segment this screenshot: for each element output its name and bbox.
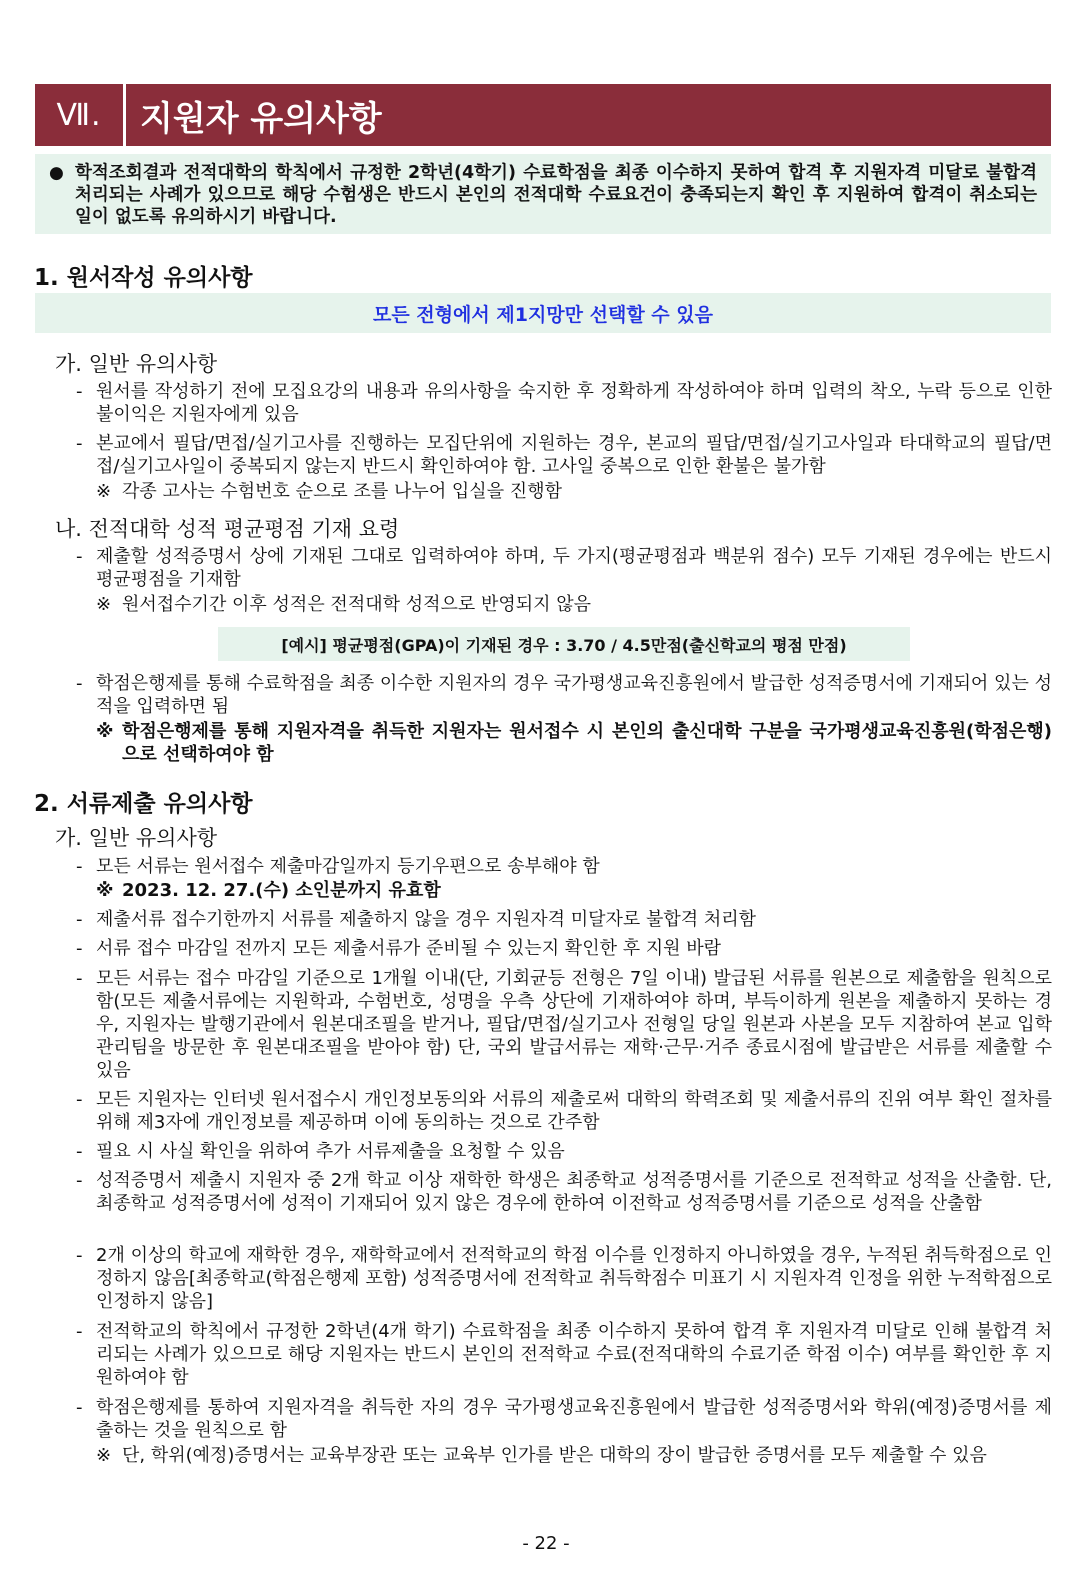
list-item: - 2개 이상의 학교에 재학한 경우, 재학학교에서 전적학교의 학점 이수를 인정하지 아니하였을 경우, 누적된 취득학점으로 인정하지 않음[최종학교(학점은행제 포함) 성적증명서에 전적학교 취득학점수 미표기 시 지원자격 인정을 위한 누적학점으로 인정하지 않음] [76,1245,1052,1312]
dash-marker: - [76,1141,83,1162]
list-item: - 전적학교의 학칙에서 규정한 2학년(4개 학기) 수료학점을 최종 이수하지 못하여 합격 후 지원자격 미달로 인해 불합격 처리되는 사례가 있으므로 해당 지원자는 반드시 본인의 전적학교 수료(전적대학의 수료기준 학점 이수) 여부를 확인한 후 지원하여야 함 [76,1321,1052,1388]
chapter-title: 지원자 유의사항 [140,98,382,139]
list-item: - 본교에서 필답/면접/실기고사를 진행하는 모집단위에 지원하는 경우, 본교의 필답/면접/실기고사일과 타대학교의 필답/면접/실기고사일이 중복되지 않는지 반드시 확인하여야 함. 고사일 중복으로 인한 환불은 불가함 [76,433,1052,477]
section-2-title: 2. 서류제출 유의사항 [34,791,253,817]
notice-text: 학적조회결과 전적대학의 학칙에서 규정한 2학년(4학기) 수료학점을 최종 이수하지 못하여 합격 후 지원자격 미달로 불합격 처리되는 사례가 있으므로 해당 수험생은 반드시 본인의 전적대학 수료요건이 충족되는지 확인 후 지원하여 합격이 취소되는 일이 없도록 유의하시기 바랍니다. [75,163,1037,227]
ref-mark: ※ [96,1445,112,1466]
dash-marker: - [76,938,83,959]
list-item: - 성적증명서 제출시 지원자 중 2개 학교 이상 재학한 학생은 최종학교 성적증명서를 기준으로 전적학교 성적을 산출함. 단, 최종학교 성적증명서에 성적이 기재되어 있지 않은 경우에 한하여 이전학교 성적증명서를 기준으로 성적을 산출함 [76,1170,1052,1214]
page-number: - 22 - [522,1533,570,1554]
dash-marker: - [76,1321,83,1342]
section-1b-title: 나. 전적대학 성적 평균평점 기재 요령 [55,517,400,541]
ref-mark: ※ [96,880,114,901]
list-item: - 제출서류 접수기한까지 서류를 제출하지 않을 경우 지원자격 미달자로 불합격 처리함 [76,909,757,930]
dash-marker: - [76,856,83,877]
list-item: - 학점은행제를 통해 수료학점을 최종 이수한 지원자의 경우 국가평생교육진흥원에서 발급한 성적증명서에 기재되어 있는 성적을 입력하면 됨 [76,673,1052,717]
list-item: - 서류 접수 마감일 전까지 모든 제출서류가 준비될 수 있는지 확인한 후 지원 바람 [76,938,722,959]
notice-box [35,154,1051,234]
list-item: - 제출할 성적증명서 상에 기재된 그대로 입력하여야 하며, 두 가지(평균평점과 백분위 점수) 모두 기재된 경우에는 반드시 평균평점을 기재함 [76,546,1052,590]
dash-marker: - [76,1397,83,1418]
dash-marker: - [76,909,83,930]
ref-mark: ※ [96,594,112,615]
gpa-example-box: [예시] 평균평점(GPA)이 기재된 경우 : 3.70 / 4.5만점(출신학교의 평점 만점) [218,627,910,661]
section-1-title: 1. 원서작성 유의사항 [34,265,253,291]
section-1a-title: 가. 일반 유의사항 [55,352,218,376]
chapter-number: Ⅶ. [56,97,102,133]
chapter-banner [35,84,1051,146]
list-item: - 필요 시 사실 확인을 위하여 추가 서류제출을 요청할 수 있음 [76,1141,565,1162]
dash-marker: - [76,1245,83,1266]
note-item: ※ 각종 고사는 수험번호 순으로 조를 나누어 입실을 진행함 [96,481,562,502]
ref-mark: ※ [96,721,114,742]
list-item: - 모든 서류는 원서접수 제출마감일까지 등기우편으로 송부해야 함 [76,856,600,877]
ref-mark: ※ [96,481,112,502]
list-item: - 원서를 작성하기 전에 모집요강의 내용과 유의사항을 숙지한 후 정확하게 작성하여야 하며 입력의 착오, 누락 등으로 인한 불이익은 지원자에게 있음 [76,381,1052,425]
dash-marker: - [76,968,83,989]
dash-marker: - [76,381,83,402]
section-2a-title: 가. 일반 유의사항 [55,826,218,850]
note-item: ※ 원서접수기간 이후 성적은 전적대학 성적으로 반영되지 않음 [96,594,592,615]
section-1-highlight: 모든 전형에서 제1지망만 선택할 수 있음 [35,293,1051,333]
list-item: - 모든 지원자는 인터넷 원서접수시 개인정보동의와 서류의 제출로써 대학의 학력조회 및 제출서류의 진위 여부 확인 절차를 위해 제3자에 개인정보를 제공하며 이에 동의하는 것으로 간주함 [76,1089,1052,1133]
dash-marker: - [76,673,83,694]
note-item: ※ 2023. 12. 27.(수) 소인분까지 유효함 [96,880,441,901]
bullet-icon: ● [49,163,64,183]
list-item: - 모든 서류는 접수 마감일 기준으로 1개월 이내(단, 기회균등 전형은 7일 이내) 발급된 서류를 원본으로 제출함을 원칙으로 함(모든 제출서류에는 지원학과, 수험번호, 성명을 우측 상단에 기재하여야 하며, 부득이하게 원본을 제출하지 못하는 경우, 지원자는 발행기관에서 원본대조필을 받거나, 필답/면접/실기고사 전형일 당일 원본과 사본을 모두 지참하여 본교 입학관리팀을 방문한 후 원본대조필을 받아야 함) 단, 국외 발급서류는 재학·근무·거주 종료시점에 발급받은 서류를 제출할 수 있음 [76,968,1052,1081]
dash-marker: - [76,1170,83,1191]
note-item: ※ 단, 학위(예정)증명서는 교육부장관 또는 교육부 인가를 받은 대학의 장이 발급한 증명서를 모두 제출할 수 있음 [96,1445,987,1466]
dash-marker: - [76,433,83,454]
note-item: ※ 학점은행제를 통해 지원자격을 취득한 지원자는 원서접수 시 본인의 출신대학 구분을 국가평생교육진흥원(학점은행)으로 선택하여야 함 [96,721,1052,765]
list-item: - 학점은행제를 통하여 지원자격을 취득한 자의 경우 국가평생교육진흥원에서 발급한 성적증명서와 학위(예정)증명서를 제출하는 것을 원칙으로 함 [76,1397,1052,1441]
dash-marker: - [76,1089,83,1110]
dash-marker: - [76,546,83,567]
